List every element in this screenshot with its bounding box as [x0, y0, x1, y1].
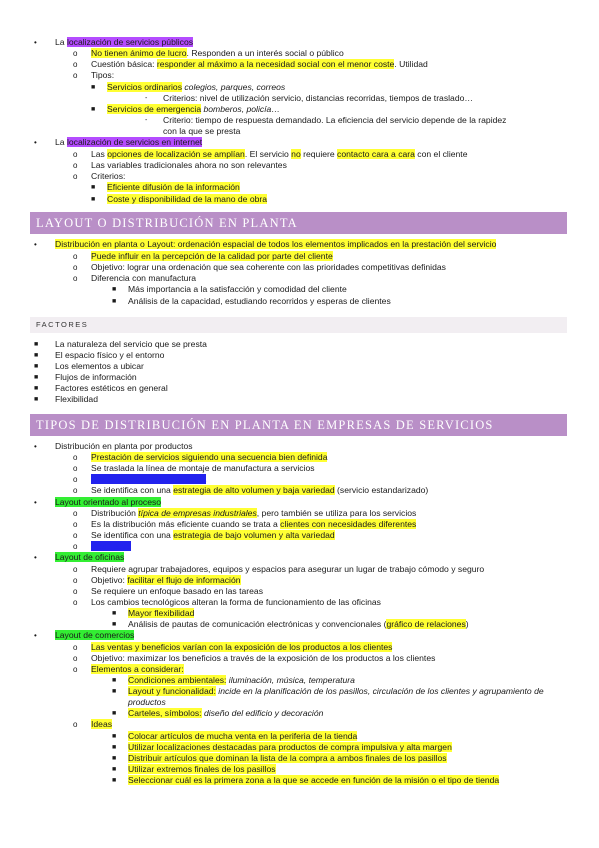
- highlight: Layout orientado al proceso: [55, 497, 162, 507]
- text: (servicio estandarizado): [334, 485, 429, 495]
- bullet: o: [73, 71, 78, 80]
- bullet: o: [73, 172, 78, 181]
- highlight: Utilizar extremos finales de los pasillos: [128, 764, 276, 774]
- bullet: o: [73, 60, 78, 69]
- bullet: o: [73, 520, 78, 529]
- bullet: ■: [112, 677, 117, 684]
- text: Análisis de pautas de comunicación electrónicas y convencionales (: [128, 619, 387, 629]
- text: Cuestión básica:: [91, 59, 157, 69]
- bullet: •: [34, 498, 37, 507]
- highlight: contacto cara a cara: [337, 149, 415, 159]
- bullet: o: [73, 542, 78, 551]
- bullet: ■: [91, 184, 96, 191]
- bullet: o: [73, 263, 78, 272]
- list-item: [128, 708, 323, 719]
- bullet: o: [73, 49, 78, 58]
- bullet: o: [73, 565, 78, 574]
- text: Objetivo:: [91, 575, 128, 585]
- list-item: [128, 619, 469, 630]
- highlight: clientes con necesidades diferentes: [280, 519, 417, 529]
- highlight: Servicios ordinarios: [107, 82, 182, 92]
- highlight: estrategia de bajo volumen y alta variedad: [173, 530, 335, 540]
- highlight: Elementos a considerar:: [91, 664, 184, 674]
- highlight: Coste y disponibilidad de la mano de obra: [107, 194, 268, 204]
- list-item: Se traslada la línea de montaje de manufactura a servicios: [91, 463, 315, 473]
- list-item: Criterio: tiempo de respuesta demandado. La eficiencia del servicio depende de la rapidez: [163, 115, 507, 125]
- text: bomberos, policía…: [201, 104, 280, 114]
- bullet: o: [73, 720, 78, 729]
- bullet: ■: [34, 352, 39, 359]
- text: Se identifica con una: [91, 485, 174, 495]
- bullet: ■: [112, 298, 117, 305]
- text: , pero también se utiliza para los servicios: [256, 508, 417, 518]
- list-item: [55, 137, 202, 148]
- list-item: [91, 519, 416, 530]
- bullet: o: [73, 486, 78, 495]
- highlight: localización de servicios públicos: [66, 37, 194, 47]
- section-heading: LAYOUT O DISTRIBUCIÓN EN PLANTA: [30, 212, 567, 234]
- list-item-continued: con la que se presta: [163, 126, 241, 136]
- bullet: ■: [112, 610, 117, 617]
- bullet: ■: [112, 744, 117, 751]
- highlight: Condiciones ambientales:: [128, 675, 227, 685]
- text: requiere: [300, 149, 338, 159]
- highlight: No tienen ánimo de lucro: [91, 48, 187, 58]
- list-item: Se requiere un enfoque basado en las tareas: [91, 586, 264, 596]
- highlight: Hospitales: [91, 541, 132, 551]
- list-item: Análisis de la capacidad, estudiando recorridos y esperas de clientes: [128, 296, 391, 306]
- bullet: ■: [91, 196, 96, 203]
- bullet: •: [34, 553, 37, 562]
- list-item: [55, 239, 496, 250]
- bullet: ■: [112, 766, 117, 773]
- text: Es la distribución más eficiente cuando se trata a: [91, 519, 281, 529]
- bullet: •: [34, 38, 37, 47]
- list-item: [91, 664, 184, 675]
- bullet: o: [73, 665, 78, 674]
- list-item: Objetivo: maximizar los beneficios a través de la exposición de los productos a los clientes: [91, 653, 436, 663]
- bullet: ■: [112, 688, 117, 695]
- list-item: Tipos:: [91, 70, 115, 80]
- bullet: o: [73, 161, 78, 170]
- bullet: o: [73, 643, 78, 652]
- list-item: [91, 149, 467, 160]
- list-item: El espacio físico y el entorno: [55, 350, 165, 360]
- highlight: Layout de oficinas: [55, 552, 125, 562]
- text: . Responden a un interés social o público: [186, 48, 344, 58]
- highlight: Ideas: [91, 719, 113, 729]
- list-item: Requiere agrupar trabajadores, equipos y espacios para asegurar un lugar de trabajo cómodo y seguro: [91, 564, 485, 574]
- bullet: o: [73, 531, 78, 540]
- list-item: [107, 82, 285, 93]
- list-item: [128, 675, 355, 686]
- highlight: responder al máximo a la necesidad social con el menor coste: [156, 59, 395, 69]
- highlight: Prestación de servicios siguiendo una secuencia bien definida: [91, 452, 328, 462]
- list-item: [128, 742, 452, 753]
- highlight: facilitar el flujo de información: [127, 575, 241, 585]
- text: . Utilidad: [394, 59, 428, 69]
- bullet: o: [73, 150, 78, 159]
- highlight: Distribuir artículos que dominan la lista de la compra a ambos finales de los pasillos: [128, 753, 447, 763]
- bullet: ■: [34, 341, 39, 348]
- bullet: -: [145, 95, 148, 102]
- text: . El servicio: [244, 149, 292, 159]
- list-item: [128, 608, 194, 619]
- list-item: [91, 530, 335, 541]
- list-item: [91, 251, 333, 262]
- list-item: [107, 182, 240, 193]
- list-item: [107, 194, 267, 205]
- highlight: Restaurante de comida rápida: [91, 474, 207, 484]
- bullet: ■: [112, 621, 117, 628]
- highlight: Eficiente difusión de la información: [107, 182, 240, 192]
- highlight: no: [291, 149, 301, 159]
- bullet: ■: [91, 106, 96, 113]
- list-item: [128, 731, 357, 742]
- list-item: Las variables tradicionales ahora no son relevantes: [91, 160, 287, 170]
- list-item: [128, 753, 447, 764]
- list-item: [91, 59, 428, 70]
- bullet: •: [34, 442, 37, 451]
- list-item: Distribución en planta por productos: [55, 441, 193, 451]
- highlight: opciones de localización se amplían: [107, 149, 245, 159]
- text: iluminación, música, temperatura: [226, 675, 355, 685]
- text: colegios, parques, correos: [182, 82, 286, 92]
- list-item: [55, 37, 193, 48]
- highlight: Puede influir en la percepción de la calidad por parte del cliente: [91, 251, 333, 261]
- bullet: ■: [91, 84, 96, 91]
- text: diseño del edificio y decoración: [201, 708, 324, 718]
- list-item: Factores estéticos en general: [55, 383, 168, 393]
- bullet: o: [73, 475, 78, 484]
- list-item: [91, 48, 344, 59]
- list-item: Los elementos a ubicar: [55, 361, 144, 371]
- list-item: [91, 508, 416, 519]
- bullet: ■: [112, 733, 117, 740]
- bullet: •: [34, 138, 37, 147]
- text: Las: [91, 149, 108, 159]
- subsection-heading: FACTORES: [30, 317, 567, 333]
- bullet: ■: [112, 710, 117, 717]
- text: incide en la planificación de los pasillos, circulación de los clientes y agrupamiento de productos: [128, 686, 544, 707]
- list-item: [128, 764, 276, 775]
- list-item: [91, 452, 327, 463]
- highlight: Carteles, símbolos:: [128, 708, 202, 718]
- list-item: Flujos de información: [55, 372, 137, 382]
- highlight: Layout de comercios: [55, 630, 135, 640]
- list-item: [55, 630, 134, 641]
- list-item: Diferencia con manufactura: [91, 273, 197, 283]
- bullet: o: [73, 587, 78, 596]
- highlight: Seleccionar cuál es la primera zona a la que se accede en función de la misión o el tipo de tienda: [128, 775, 500, 785]
- highlight: típica de empresas industriales: [138, 508, 257, 518]
- list-item: Más importancia a la satisfacción y comodidad del cliente: [128, 284, 347, 294]
- bullet: o: [73, 576, 78, 585]
- list-item: [91, 474, 206, 485]
- bullet: -: [145, 117, 148, 124]
- bullet: o: [73, 654, 78, 663]
- list-item: Objetivo: lograr una ordenación que sea coherente con las prioridades competitivas definidas: [91, 262, 446, 272]
- bullet: ■: [34, 363, 39, 370]
- bullet: ■: [34, 374, 39, 381]
- bullet: o: [73, 509, 78, 518]
- bullet: ■: [112, 777, 117, 784]
- list-item: [55, 497, 161, 508]
- bullet: o: [73, 598, 78, 607]
- highlight: Colocar artículos de mucha venta en la periferia de la tienda: [128, 731, 358, 741]
- bullet: o: [73, 274, 78, 283]
- list-item: [91, 541, 131, 552]
- bullet: ■: [34, 385, 39, 392]
- list-item: Flexibilidad: [55, 394, 98, 404]
- list-item: [91, 575, 241, 586]
- highlight: Layout y funcionalidad:: [128, 686, 216, 696]
- highlight: gráfico de relaciones: [386, 619, 466, 629]
- list-item: [107, 104, 280, 115]
- list-item: Criterios:: [91, 171, 126, 181]
- bullet: •: [34, 240, 37, 249]
- list-item: [128, 775, 499, 786]
- highlight: estrategia de alto volumen y baja variedad: [173, 485, 335, 495]
- highlight: Utilizar localizaciones destacadas para productos de compra impulsiva y alta margen: [128, 742, 452, 752]
- list-item: [91, 719, 112, 730]
- bullet: o: [73, 252, 78, 261]
- highlight: localización de servicios en internet: [66, 137, 203, 147]
- bullet: o: [73, 464, 78, 473]
- list-item: La naturaleza del servicio que se presta: [55, 339, 207, 349]
- text: Distribución: [91, 508, 139, 518]
- text: ): [465, 619, 469, 629]
- bullet: ■: [34, 396, 39, 403]
- bullet: ■: [112, 286, 117, 293]
- list-item: [128, 686, 558, 708]
- list-item: [91, 485, 428, 496]
- highlight: Distribución en planta o Layout: ordenación espacial de todos los elementos implicados en la prestación del servicio: [55, 239, 497, 249]
- list-item: Los cambios tecnológicos alteran la forma de funcionamiento de las oficinas: [91, 597, 381, 607]
- text: Se identifica con una: [91, 530, 174, 540]
- text: La: [55, 137, 67, 147]
- list-item: Criterios: nivel de utilización servicio, distancias recorridas, tiempos de traslado…: [163, 93, 473, 103]
- bullet: •: [34, 631, 37, 640]
- highlight: Mayor flexibilidad: [128, 608, 195, 618]
- bullet: ■: [112, 755, 117, 762]
- text: La: [55, 37, 67, 47]
- list-item: [55, 552, 124, 563]
- text: con el cliente: [414, 149, 468, 159]
- highlight: Servicios de emergencia: [107, 104, 202, 114]
- section-heading: TIPOS DE DISTRIBUCIÓN EN PLANTA EN EMPRESAS DE SERVICIOS: [30, 414, 567, 436]
- bullet: o: [73, 453, 78, 462]
- list-item: [91, 642, 392, 653]
- highlight: Las ventas y beneficios varían con la exposición de los productos a los clientes: [91, 642, 393, 652]
